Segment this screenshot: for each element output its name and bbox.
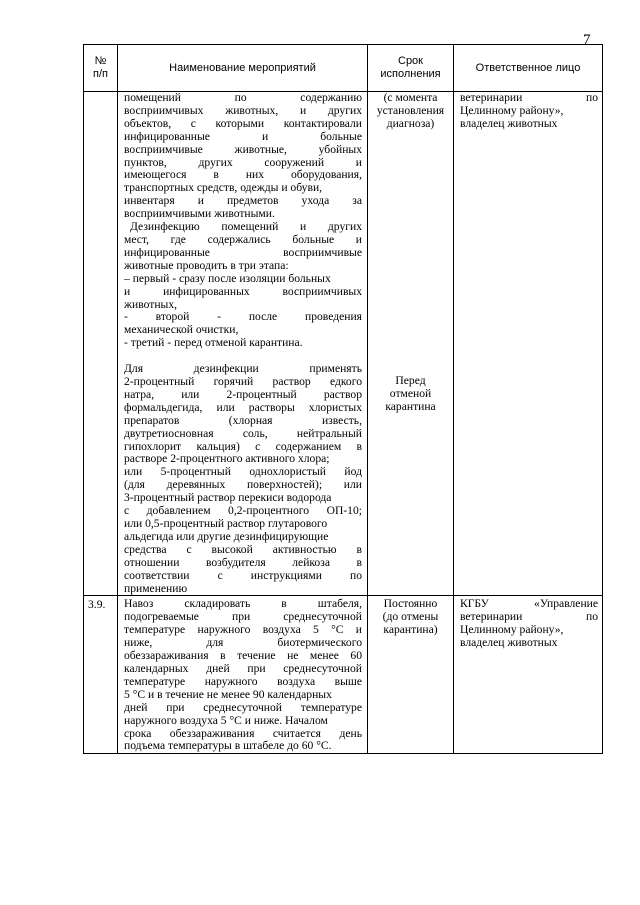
- term-permanent: [368, 598, 453, 637]
- text-line: помещений по содержанию: [124, 92, 362, 104]
- text-line: отношении возбудителя лейкоза в: [124, 556, 362, 569]
- header-term-line: Срок: [398, 55, 423, 67]
- row-number: [84, 92, 118, 596]
- table-row: [84, 92, 603, 596]
- text-line: дней при среднесуточной температуре: [124, 701, 362, 714]
- text-line: животные проводить в три этапа:: [124, 259, 289, 272]
- row-term: [368, 596, 454, 754]
- text-line: установления: [376, 104, 445, 117]
- text-line: Целинному району»,: [460, 104, 564, 117]
- text-line: [124, 350, 362, 363]
- header-name: Наименование мероприятий: [118, 45, 368, 92]
- text-line: восприимчивыми животными.: [124, 208, 275, 221]
- text-line: Навоз складировать в штабеля,: [124, 598, 362, 611]
- text-line: или 0,5-процентный раствор глутарового: [124, 518, 328, 530]
- text-line: Дезинфекцию помещений и других: [130, 221, 362, 234]
- text-line: животных,: [124, 298, 178, 311]
- term-start: [368, 92, 453, 131]
- text-line: препаратов (хлорная известь,: [124, 414, 362, 427]
- text-line: растворе 2-процентного активного хлора;: [124, 453, 330, 466]
- text-line: наружного воздуха 5 °С и ниже. Началом: [124, 714, 328, 727]
- text-line: (с момента: [383, 92, 438, 104]
- text-line: применению: [124, 582, 188, 595]
- row-responsible: [454, 92, 603, 596]
- text-line: транспортных средств, одежды и обуви,: [124, 182, 323, 195]
- text-line: температуре наружного воздуха 5 °С и: [124, 624, 362, 637]
- text-line: - третий - перед отменой карантина.: [124, 337, 303, 350]
- text-line: пунктов, других сооружений и: [124, 156, 362, 169]
- text-line: 3-процентный раствор перекиси водорода: [124, 492, 332, 505]
- text-line: мест, где содержались больные и: [124, 233, 362, 246]
- header-no-line: №: [94, 55, 107, 67]
- text-line: отменой: [389, 387, 432, 400]
- text-line: – первый - сразу после изоляции больных: [124, 272, 331, 285]
- text-line: Перед: [395, 375, 426, 387]
- text-line: соответствии с инструкциями по: [124, 569, 362, 582]
- text-line: объектов, с которыми контактировали: [124, 117, 362, 130]
- text-line: Целинному району»,: [460, 624, 564, 637]
- text-line: (для деревянных поверхностей); или: [124, 479, 362, 492]
- text-line: альдегида или другие дезинфицирующие: [124, 530, 329, 543]
- text-line: календарных дней при среднесуточной: [124, 662, 362, 675]
- row-description: [118, 596, 368, 754]
- text-line: инфицированные восприимчивые: [124, 246, 362, 259]
- text-line: диагноза): [386, 117, 435, 130]
- text-line: карантина: [385, 400, 436, 413]
- page-number: 7: [583, 32, 591, 48]
- header-no: [84, 45, 118, 92]
- text-line: КГБУ «Управление: [460, 598, 598, 611]
- text-line: натра, или 2-процентный раствор: [124, 388, 362, 401]
- row-term: [368, 92, 454, 596]
- text-line: ветеринарии по: [460, 611, 598, 624]
- row-description: [118, 92, 368, 596]
- header-no-line: п/п: [93, 68, 108, 80]
- text-line: подогреваемые при среднесуточной: [124, 611, 362, 624]
- text-line: формальдегида, или растворы хлористых: [124, 401, 362, 414]
- text-line: Постоянно: [383, 598, 438, 611]
- header-responsible: Ответственное лицо: [454, 45, 603, 92]
- measures-table: [83, 44, 603, 754]
- text-line: с добавлением 0,2-процентного ОП-10;: [124, 505, 362, 518]
- text-line: карантина): [383, 624, 438, 637]
- text-line: температуре наружного воздуха выше: [124, 675, 362, 688]
- text-line: ветеринарии по: [460, 92, 598, 104]
- text-line: обеззараживания в течение не менее 60: [124, 650, 362, 663]
- text-line: двутретиосновная соль, нейтральный: [124, 427, 362, 440]
- text-line: механической очистки,: [124, 324, 239, 337]
- text-line: или 5-процентный однохлористый йод: [124, 466, 362, 479]
- header-term: [368, 45, 454, 92]
- text-line: Для дезинфекции применять: [124, 363, 362, 376]
- text-line: гипохлорит кальция) с содержанием в: [124, 440, 362, 453]
- text-line: - второй - после проведения: [124, 311, 362, 324]
- header-term-line: исполнения: [380, 68, 441, 80]
- text-line: имеющегося в них оборудования,: [124, 169, 362, 182]
- row-responsible: [454, 596, 603, 754]
- term-end: [368, 375, 453, 414]
- text-line: инфицированные и больные: [124, 130, 362, 143]
- row-number: 3.9.: [84, 596, 118, 754]
- text-line: владелец животных: [460, 637, 558, 650]
- text-line: инвентаря и предметов ухода за: [124, 195, 362, 208]
- text-line: средства с высокой активностью в: [124, 543, 362, 556]
- text-line: 2-процентный горячий раствор едкого: [124, 376, 362, 389]
- text-line: подъема температуры в штабеле до 60 °С.: [124, 740, 332, 753]
- text-line: восприимчивые животные, убойных: [124, 143, 362, 156]
- table-row: [84, 596, 603, 754]
- text-line: владелец животных: [460, 117, 558, 130]
- text-line: срока обеззараживания считается день: [124, 727, 362, 740]
- text-line: (до отмены: [382, 611, 439, 624]
- text-line: восприимчивых животных, и других: [124, 104, 362, 117]
- text-line: ниже, для биотермического: [124, 637, 362, 650]
- text-line: и инфицированных восприимчивых: [124, 285, 362, 298]
- text-line: 5 °С и в течение не менее 90 календарных: [124, 688, 332, 701]
- table-header: [84, 45, 603, 92]
